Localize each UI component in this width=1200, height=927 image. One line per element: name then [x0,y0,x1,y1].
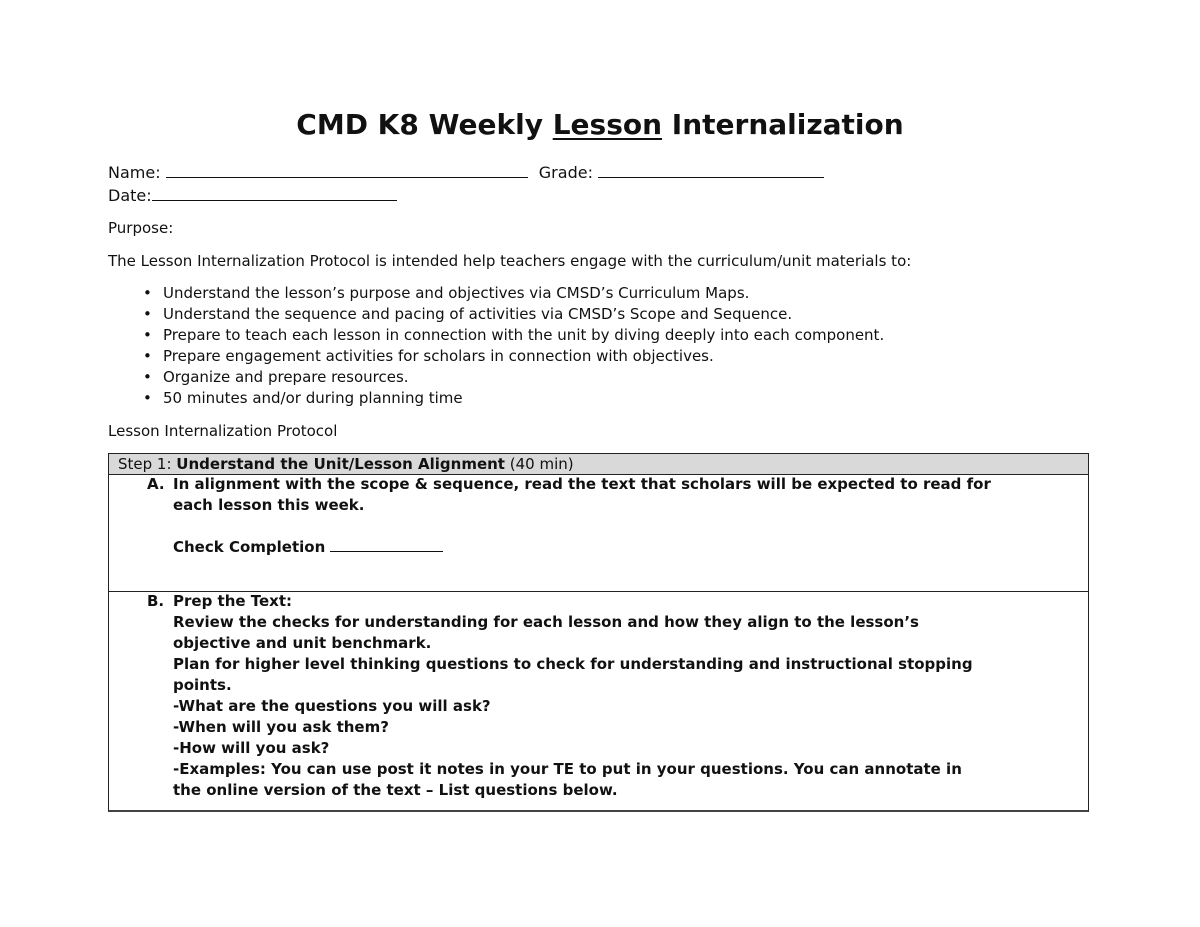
list-item: Organize and prepare resources. [163,368,409,386]
protocol-table [108,453,1089,812]
purpose-label: Purpose: [108,219,174,237]
row-text: objective and unit benchmark. [173,634,432,652]
list-item: Understand the lesson’s purpose and objectives via CMSD’s Curriculum Maps. [163,284,750,302]
bullet-icon: • [143,389,152,407]
date-blank[interactable] [152,184,397,201]
grade-label: Grade: [538,163,593,182]
protocol-label: Lesson Internalization Protocol [108,422,338,440]
row-text: -When will you ask them? [173,718,389,736]
name-label: Name: [108,163,161,182]
grade-blank[interactable] [598,161,824,178]
name-field[interactable] [108,161,824,182]
intro-text: The Lesson Internalization Protocol is intended help teachers engage with the curriculum/unit materials to: [108,252,912,270]
row-text: points. [173,676,232,694]
list-item: Prepare engagement activities for scholars in connection with objectives. [163,347,714,365]
row-text: -How will you ask? [173,739,330,757]
bullet-icon: • [143,284,152,302]
row-text: Prep the Text: [173,592,293,610]
bullet-icon: • [143,347,152,365]
name-blank[interactable] [166,161,528,178]
bullet-icon: • [143,326,152,344]
row-text: -What are the questions you will ask? [173,697,491,715]
table-row-b [109,591,1088,810]
table-row-a [109,474,1088,592]
date-label: Date: [108,186,152,205]
row-text: each lesson this week. [173,496,365,514]
row-text: the online version of the text – List questions below. [173,781,618,799]
page-title: CMD K8 Weekly Lesson Internalization [296,108,904,141]
date-field[interactable] [108,184,397,205]
row-text: Review the checks for understanding for each lesson and how they align to the lesson’s [173,613,919,631]
bullet-icon: • [143,368,152,386]
row-text: -Examples: You can use post it notes in your TE to put in your questions. You can annotate in [173,760,962,778]
row-text: In alignment with the scope & sequence, read the text that scholars will be expected to read for [173,475,991,493]
list-item: Prepare to teach each lesson in connection with the unit by diving deeply into each component. [163,326,885,344]
list-item: 50 minutes and/or during planning time [163,389,463,407]
row-label: B. [147,592,165,610]
list-item: Understand the sequence and pacing of activities via CMSD’s Scope and Sequence. [163,305,793,323]
row-text: Plan for higher level thinking questions to check for understanding and instructional stopping [173,655,973,673]
bullet-icon: • [143,305,152,323]
row-label: A. [147,475,165,493]
table-header: Step 1: Understand the Unit/Lesson Alignment (40 min) [109,454,1088,475]
check-completion[interactable]: Check Completion [173,537,443,558]
